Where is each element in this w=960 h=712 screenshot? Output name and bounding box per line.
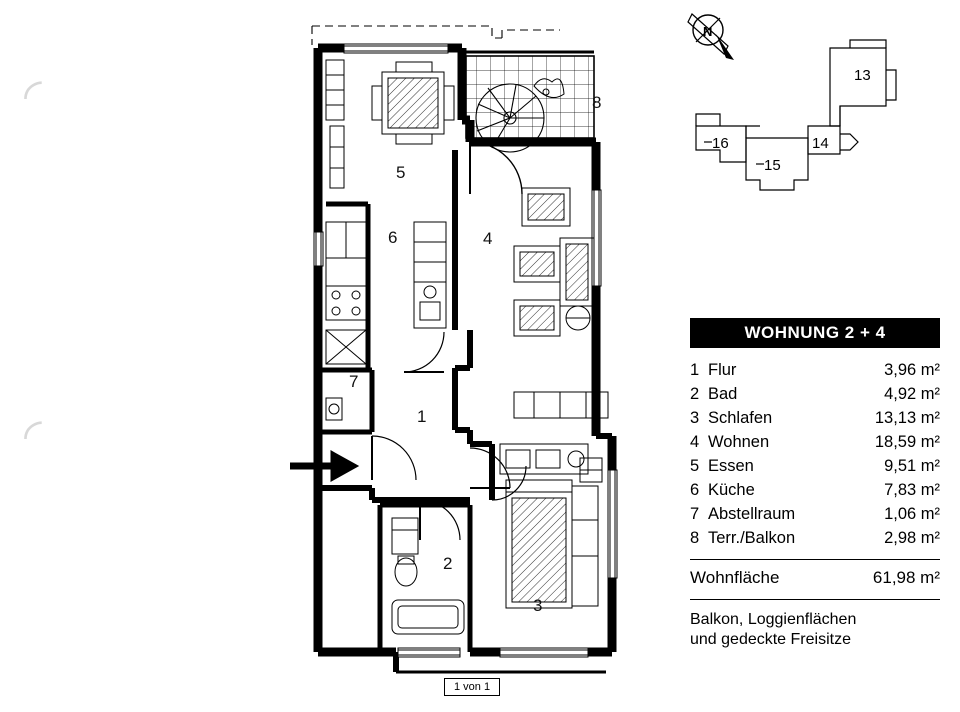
room-index: 3: [690, 408, 700, 427]
room-number-8: 8: [592, 93, 602, 112]
total-area: 61,98 m²: [872, 568, 940, 587]
table-row: [690, 406, 940, 430]
room-number-1: 1: [417, 407, 427, 426]
furniture-dining: [372, 62, 454, 144]
room-name: Terr./Balkon: [708, 528, 796, 547]
room-area: 18,59 m²: [874, 432, 940, 451]
room-area: 13,13 m²: [874, 408, 940, 427]
room-number-6: 6: [388, 228, 398, 247]
room-index: 5: [690, 456, 700, 475]
scan-artifact: ◜: [24, 409, 42, 461]
page-indicator: 1 von 1: [444, 678, 500, 696]
table-row: [690, 454, 940, 478]
scan-artifact: ◜: [24, 69, 42, 121]
furniture-kitchen: [326, 222, 446, 364]
divider: [690, 559, 940, 560]
room-number-7: 7: [349, 372, 359, 391]
keyplan-label-14: 14: [812, 135, 829, 152]
room-area: 9,51 m²: [884, 456, 940, 475]
legend-note: [690, 610, 940, 650]
room-name: Küche: [708, 480, 755, 499]
room-name: Bad: [708, 384, 738, 403]
room-index: 2: [690, 384, 700, 403]
plan-geometry: [290, 26, 617, 672]
divider: [690, 599, 940, 600]
furniture-bedroom: [506, 458, 602, 608]
table-row: [690, 478, 940, 502]
legend-title-bar: [690, 318, 940, 348]
apartment-legend: [690, 318, 940, 650]
room-index: 4: [690, 432, 700, 451]
table-row: [690, 526, 940, 550]
room-area: 3,96 m²: [884, 360, 940, 379]
room-area: 4,92 m²: [884, 384, 940, 403]
room-number-4: 4: [483, 229, 493, 248]
total-label: Wohnfläche: [690, 568, 780, 587]
keyplan-label-13: 13: [854, 67, 871, 84]
room-name: Abstellraum: [708, 504, 796, 523]
key-plan: [690, 30, 940, 200]
table-row: [690, 430, 940, 454]
room-number-2: 2: [443, 554, 453, 573]
room-area: 1,06 m²: [884, 504, 940, 523]
room-number-5: 5: [396, 163, 406, 182]
room-index: 7: [690, 504, 700, 523]
room-area-table: [690, 358, 940, 550]
room-area: 7,83 m²: [884, 480, 940, 499]
room-name: Wohnen: [708, 432, 770, 451]
room-name: Flur: [708, 360, 737, 379]
room-name: Schlafen: [708, 408, 773, 427]
table-row: [690, 502, 940, 526]
table-row: [690, 358, 940, 382]
keyplan-label-15: 15: [764, 157, 781, 174]
room-index: 8: [690, 528, 700, 547]
room-number-3: 3: [533, 596, 543, 615]
keyplan-label-16: 16: [712, 135, 729, 152]
room-index: 1: [690, 360, 700, 379]
legend-title: WOHNUNG 2 + 4: [744, 323, 886, 342]
room-name: Essen: [708, 456, 754, 475]
room-index: 6: [690, 480, 700, 499]
furniture-bath: [392, 518, 464, 634]
room-area: 2,98 m²: [884, 528, 940, 547]
svg-text:N: N: [703, 24, 713, 39]
legend-note-line-1: Balkon, Loggienflächen: [690, 611, 857, 628]
total-area-row: [690, 568, 940, 590]
table-row: [690, 382, 940, 406]
legend-note-line-2: und gedeckte Freisitze: [690, 631, 851, 648]
